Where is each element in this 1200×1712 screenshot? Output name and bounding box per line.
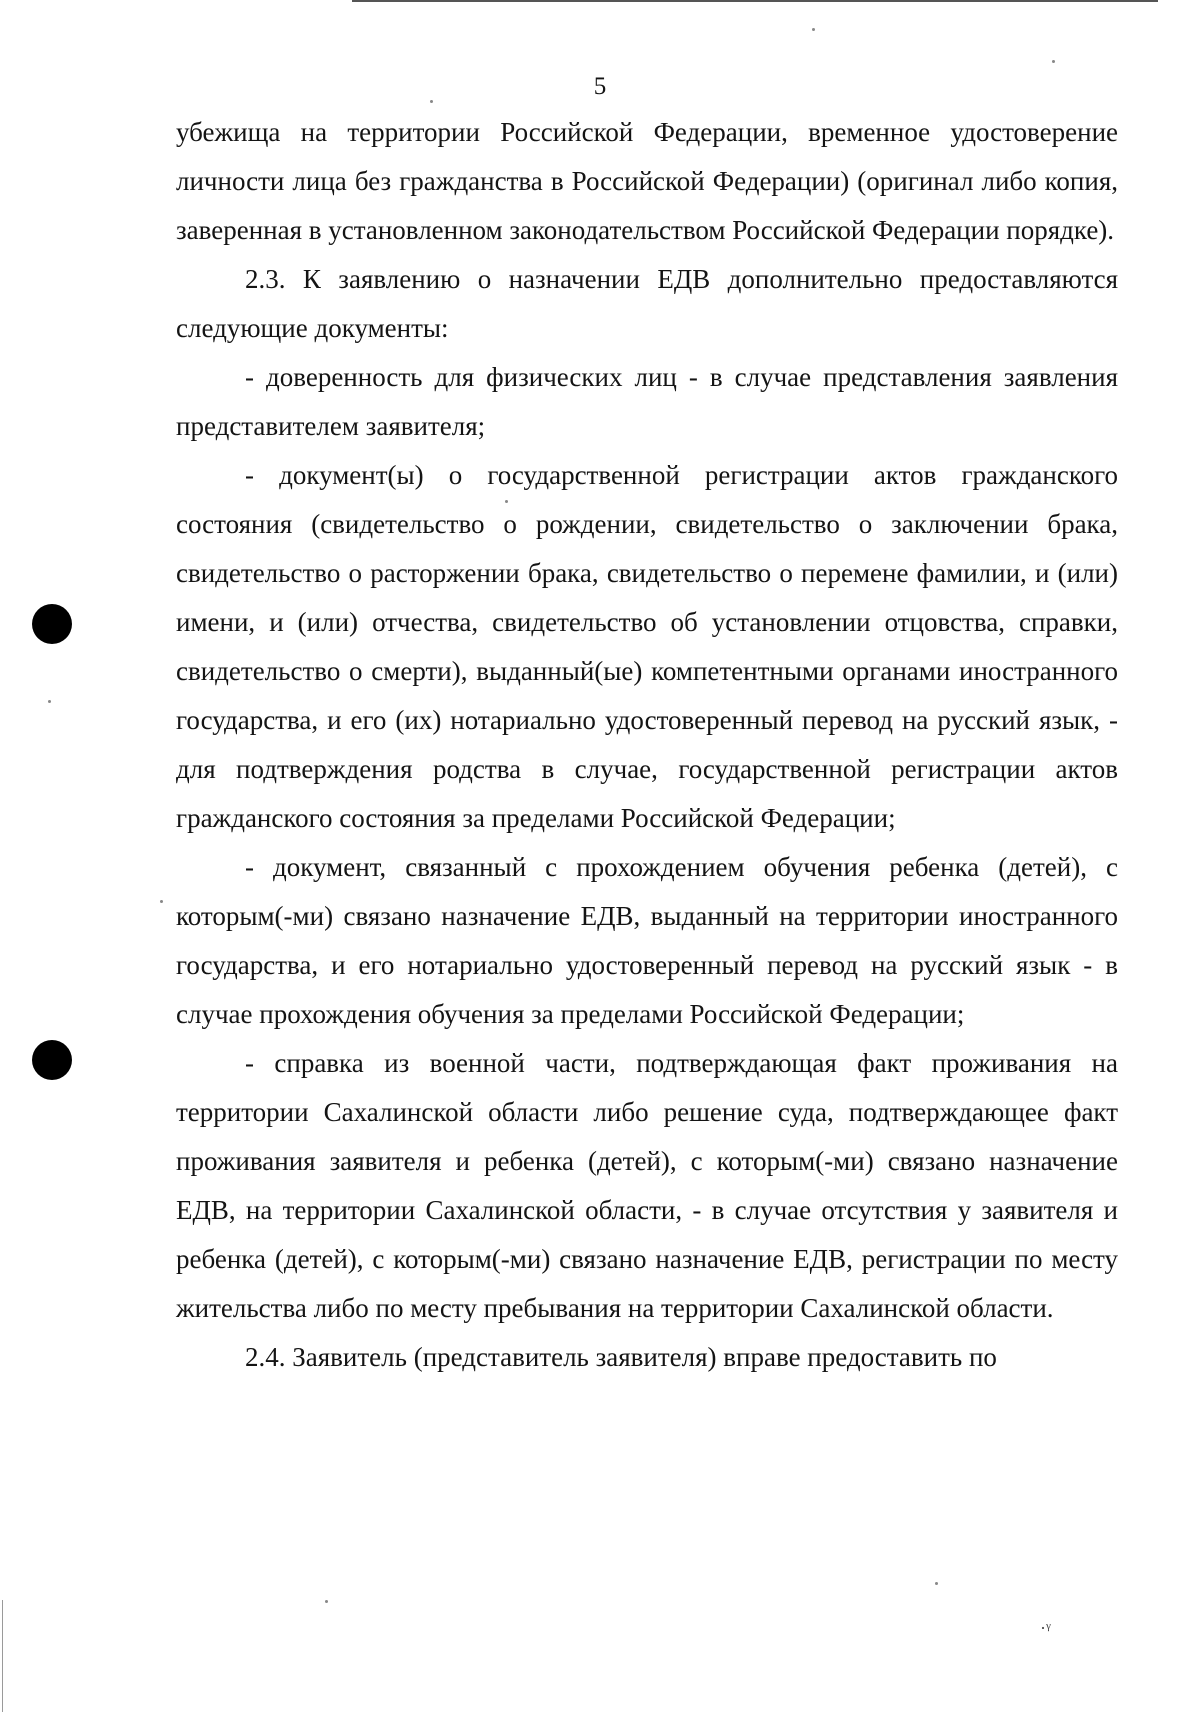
scan-speck xyxy=(430,100,433,103)
scan-left-edge xyxy=(2,1600,3,1712)
scan-speck xyxy=(160,900,163,903)
scan-speck xyxy=(1052,60,1055,63)
scan-speck xyxy=(812,28,815,31)
paragraph-list-item-power-of-attorney: - доверенность для физических лиц - в случае представления заявления представителем заявителя; xyxy=(176,362,1118,441)
scan-speck xyxy=(48,700,51,703)
punch-hole-upper xyxy=(32,604,72,644)
scan-speck xyxy=(505,500,508,503)
paragraph-list-item-education-document: - документ, связанный с прохождением обучения ребенка (детей), с которым(-ми) связано назначение ЕДВ, выданный на территории иностранного государства, и его нотариально удостоверенный перевод на русский язык - в случае прохождения обучения за пределами Российской Федерации; xyxy=(176,852,1118,1029)
scan-speck xyxy=(935,1582,938,1585)
punch-hole-lower xyxy=(32,1040,72,1080)
paragraph-section-2-4: 2.4. Заявитель (представитель заявителя) вправе предоставить по xyxy=(245,1342,997,1372)
scan-mark: ·ᵞ xyxy=(1040,1618,1051,1638)
paragraph-section-2-3: 2.3. К заявлению о назначении ЕДВ дополнительно предоставляются следующие документы: xyxy=(176,264,1118,343)
paragraph-continuation: убежища на территории Российской Федерации, временное удостоверение личности лица без гражданства в Российской Федерации) (оригинал либо копия, заверенная в установленном законодательством Российской Федерации порядке). xyxy=(176,117,1118,245)
document-body xyxy=(176,108,1118,1382)
scan-speck xyxy=(325,1600,328,1603)
scan-top-border xyxy=(352,0,1158,2)
paragraph-list-item-military-certificate: - справка из военной части, подтверждающая факт проживания на территории Сахалинской области либо решение суда, подтверждающее факт проживания заявителя и ребенка (детей), с которым(-ми) связано назначение ЕДВ, на территории Сахалинской области, - в случае отсутствия у заявителя и ребенка (детей), с которым(-ми) связано назначение ЕДВ, регистрации по месту жительства либо по месту пребывания на территории Сахалинской области. xyxy=(176,1048,1118,1323)
page-number: 5 xyxy=(593,73,607,100)
paragraph-list-item-civil-registration: - документ(ы) о государственной регистрации актов гражданского состояния (свидетельство о рождении, свидетельство о заключении брака, свидетельство о расторжении брака, свидетельство о перемене фамилии, и (или) имени, и (или) отчества, свидетельство об установлении отцовства, справки, свидетельство о смерти), выданный(ые) компетентными органами иностранного государства, и его (их) нотариально удостоверенный перевод на русский язык, - для подтверждения родства в случае, государственной регистрации актов гражданского состояния за пределами Российской Федерации; xyxy=(176,460,1118,833)
